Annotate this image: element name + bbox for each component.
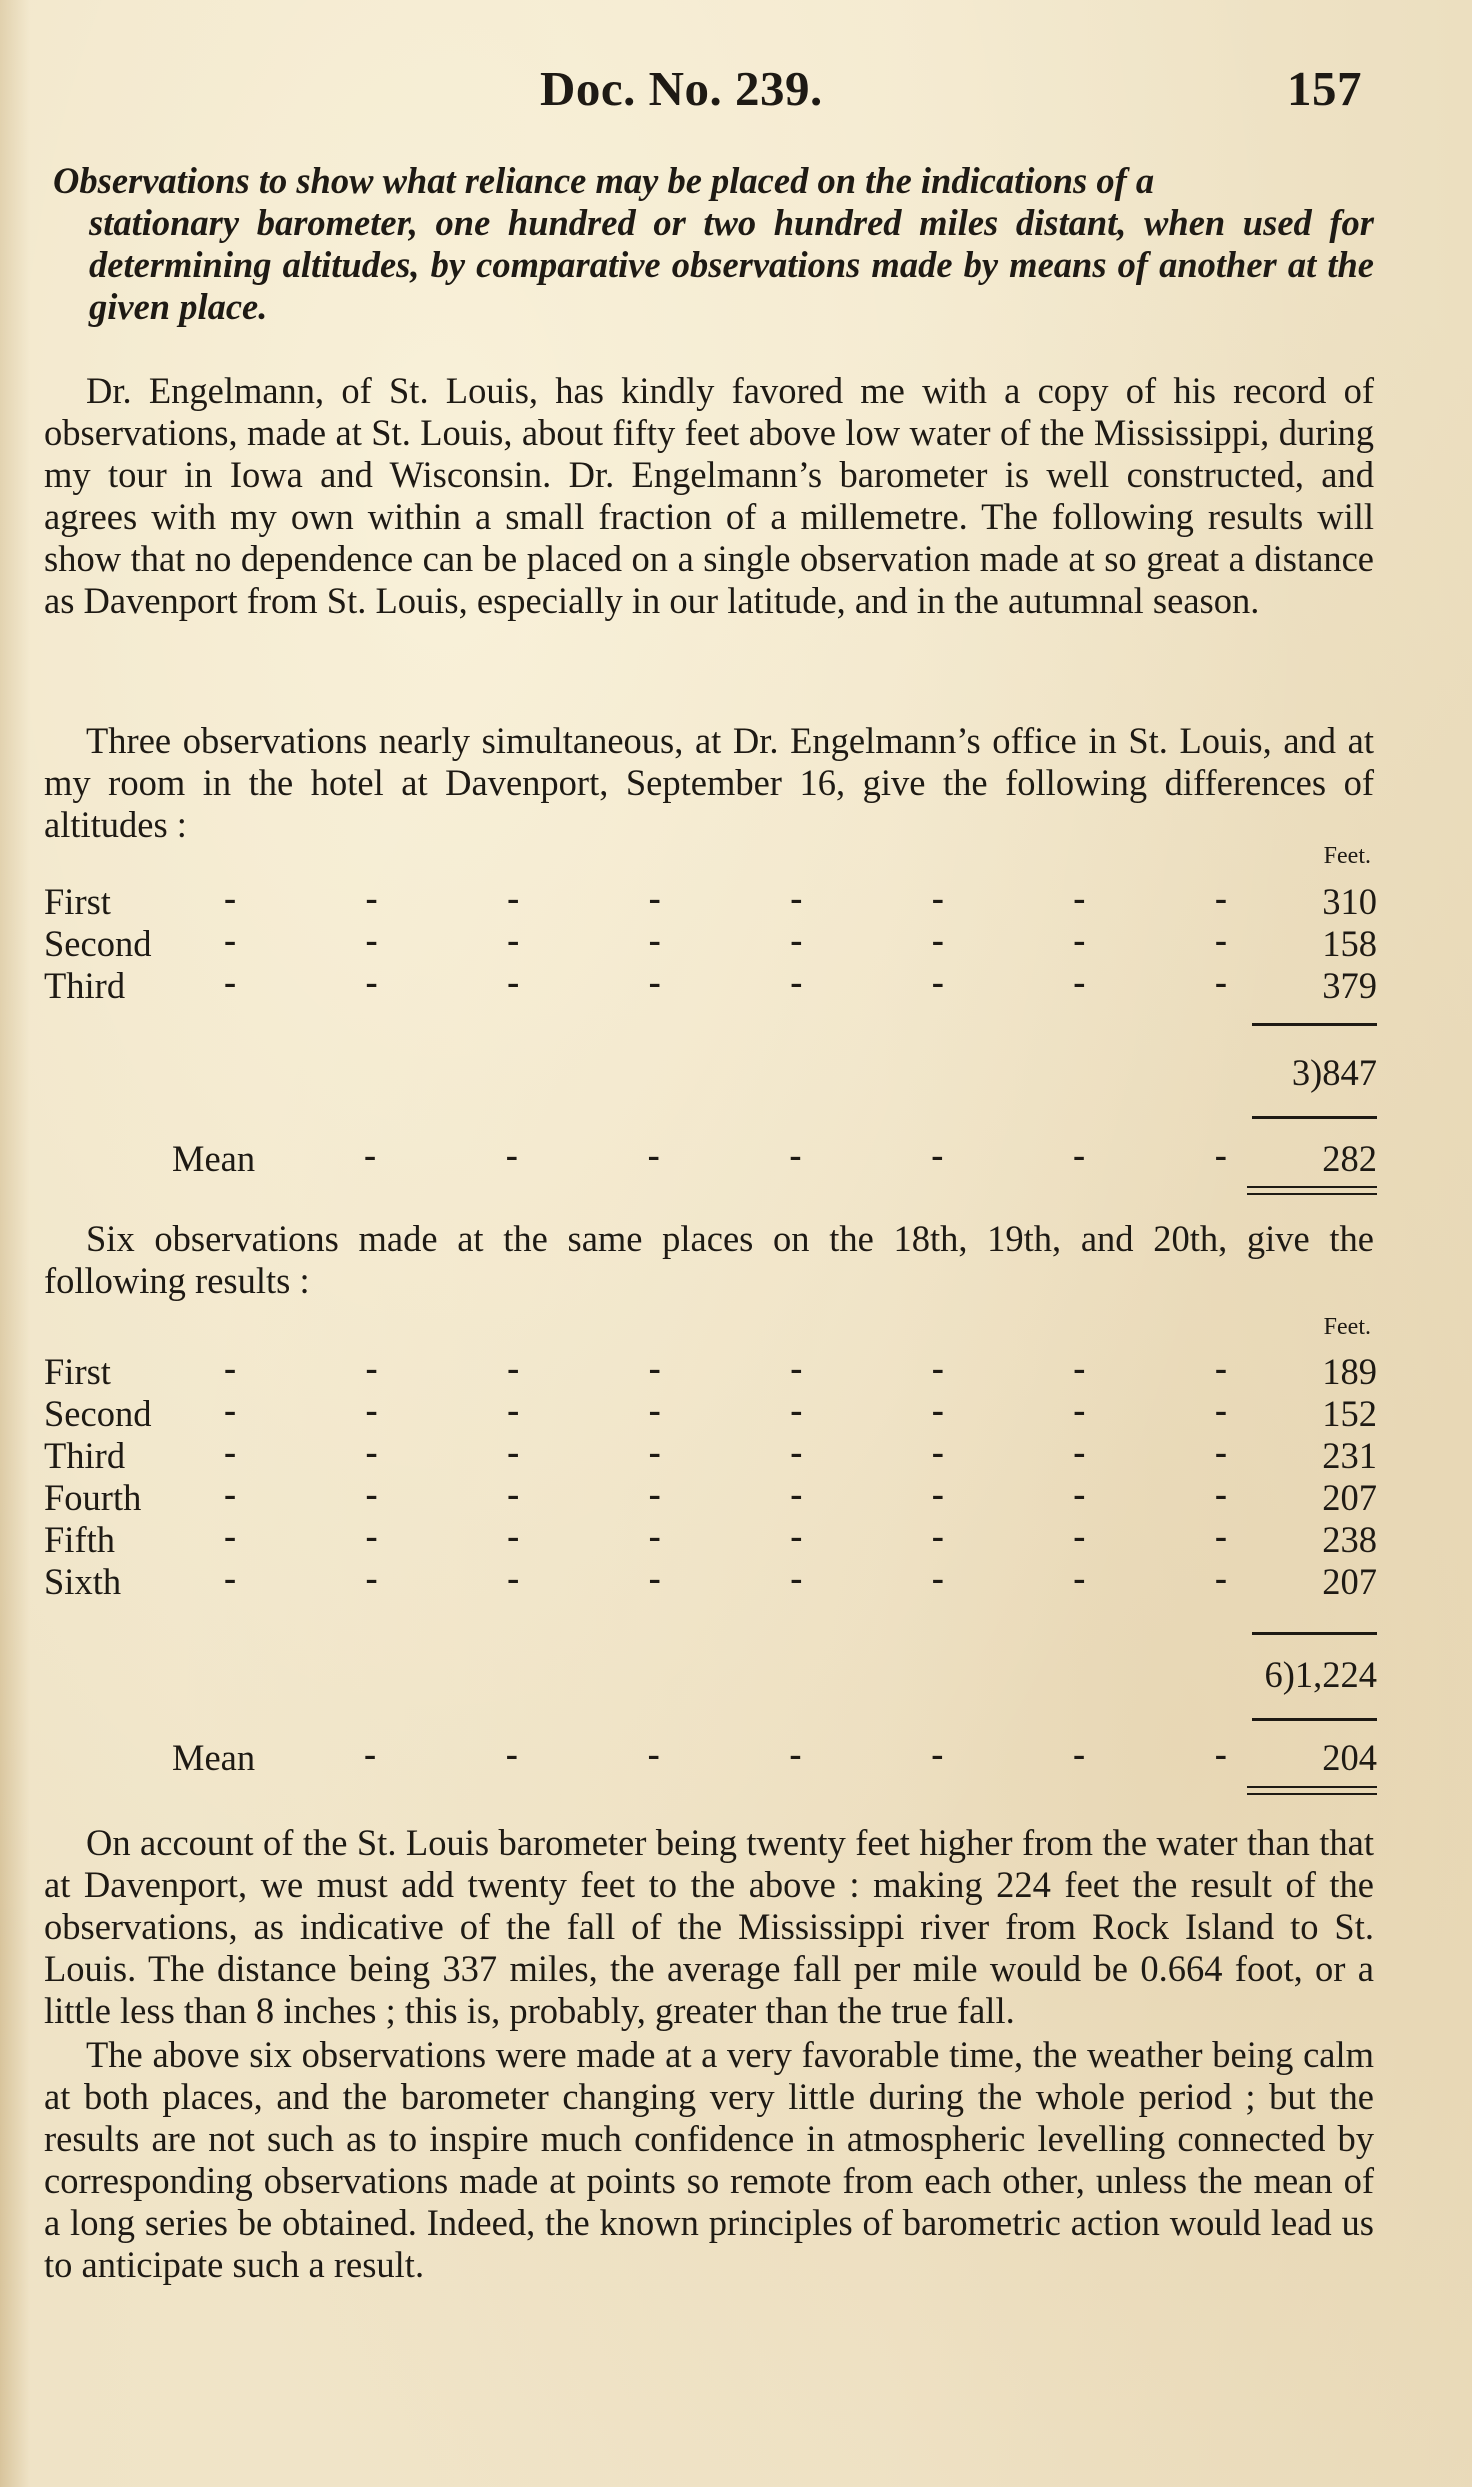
- table-row: [44, 1347, 1377, 1392]
- paragraph-st-louis-barometer: On account of the St. Louis barometer being twenty feet higher from the water than that at Davenport, we must add twenty feet to the above : making 224 feet the result of the observations, as indicative of the fall of the Mississippi river from Rock Island to St. Louis. The distance being 337 miles, the average fall per mile would be 0.664 foot, or a little less than 8 inches ; this is, probably, greater than the true fall.: [44, 1822, 1374, 2031]
- dot-leader: - - - - - - - -: [224, 1473, 1227, 1514]
- mean-label: Mean: [172, 1737, 256, 1778]
- dot-leader: - - - - - - - -: [224, 1557, 1227, 1598]
- table-row: [44, 1431, 1377, 1476]
- table-row: [44, 961, 1377, 1006]
- unit-label: Feet.: [1323, 1314, 1371, 1340]
- double-rule: [1247, 1186, 1377, 1195]
- dot-leader: - - - - - - - -: [224, 1389, 1227, 1430]
- row-value: 231: [1322, 1435, 1377, 1476]
- sum-rule: [1252, 1023, 1377, 1026]
- sum-rule: [1252, 1632, 1377, 1635]
- table-row: [44, 1515, 1377, 1560]
- row-label: First: [44, 1351, 111, 1392]
- row-value: 238: [1322, 1519, 1377, 1560]
- row-value: 379: [1322, 965, 1377, 1006]
- section-title: [44, 160, 1374, 328]
- dot-leader: - - - - - - - -: [224, 877, 1227, 918]
- row-label: Fourth: [44, 1477, 142, 1518]
- document-number: Doc. No. 239.: [540, 61, 823, 116]
- sum-value: 6)1,224: [1264, 1654, 1377, 1695]
- mean-value: 204: [1322, 1737, 1377, 1778]
- paragraph-three-observations: Three observations nearly simultaneous, at Dr. Engelmann’s office in St. Louis, and at my room in the hotel at Davenport, September 16, give the following differences of altitudes :: [44, 720, 1374, 845]
- sum-value: 3)847: [1291, 1052, 1377, 1093]
- running-header: [540, 60, 1362, 120]
- double-rule: [1247, 1786, 1377, 1795]
- mean-label: Mean: [172, 1138, 256, 1179]
- paragraph-favorable-time: The above six observations were made at a very favorable time, the weather being calm at both places, and the barometer changing very little during the whole period ; but the results are not such as to inspire much confidence in atmospheric levelling connected by corresponding observations made at points so remote from each other, unless the mean of a long series be obtained. Indeed, the known principles of barometric action would lead us to anticipate such a result.: [44, 2034, 1374, 2285]
- row-label: Second: [44, 1393, 152, 1434]
- mean-row: [44, 1134, 1377, 1179]
- table-row: [44, 1557, 1377, 1602]
- row-value: 310: [1322, 881, 1377, 922]
- table-row: [44, 877, 1377, 922]
- dot-leader: - - - - - - - -: [224, 1347, 1227, 1388]
- dot-leader: - - - - - - - -: [224, 961, 1227, 1002]
- row-label: Third: [44, 965, 126, 1006]
- mean-rule: [1252, 1718, 1377, 1721]
- mean-value: 282: [1322, 1138, 1377, 1179]
- paragraph-six-observations: Six observations made at the same places on the 18th, 19th, and 20th, give the following results :: [44, 1218, 1374, 1301]
- row-value: 207: [1322, 1561, 1377, 1602]
- row-label: Sixth: [44, 1561, 122, 1602]
- page-number: 157: [1287, 61, 1362, 116]
- row-label: First: [44, 881, 111, 922]
- paragraph-engelmann-record: Dr. Engelmann, of St. Louis, has kindly favored me with a copy of his record of observations, made at St. Louis, about fifty feet above low water of the Mississippi, during my tour in Iowa and Wisconsin. Dr. Engelmann’s barometer is well constructed, and agrees with my own within a small fraction of a millemetre. The following results will show that no dependence can be placed on a single observation made at so great a distance as Davenport from St. Louis, especially in our latitude, and in the autumnal season.: [44, 370, 1374, 621]
- mean-rule: [1252, 1116, 1377, 1119]
- title-first-line: Observations to show what reliance may be placed on the indications of a: [53, 160, 1155, 201]
- dot-leader: - - - - - - - -: [224, 1431, 1227, 1472]
- row-label: Fifth: [44, 1519, 115, 1560]
- title-continuation: stationary barometer, one hundred or two hundred miles distant, when used for determining altitudes, by comparative observations made by means of another at the given place.: [89, 202, 1374, 327]
- table-row: [44, 1389, 1377, 1434]
- table-row: [44, 1473, 1377, 1518]
- dot-leader: - - - - - - - -: [224, 919, 1227, 960]
- row-value: 189: [1322, 1351, 1377, 1392]
- unit-label: Feet.: [1323, 843, 1371, 869]
- row-label: Second: [44, 923, 152, 964]
- row-label: Third: [44, 1435, 126, 1476]
- dot-leader: - - - - - - -: [364, 1733, 1227, 1774]
- row-value: 152: [1322, 1393, 1377, 1434]
- row-value: 158: [1322, 923, 1377, 964]
- table-row: [44, 919, 1377, 964]
- dot-leader: - - - - - - -: [364, 1134, 1227, 1175]
- mean-row: [44, 1733, 1377, 1778]
- row-value: 207: [1322, 1477, 1377, 1518]
- dot-leader: - - - - - - - -: [224, 1515, 1227, 1556]
